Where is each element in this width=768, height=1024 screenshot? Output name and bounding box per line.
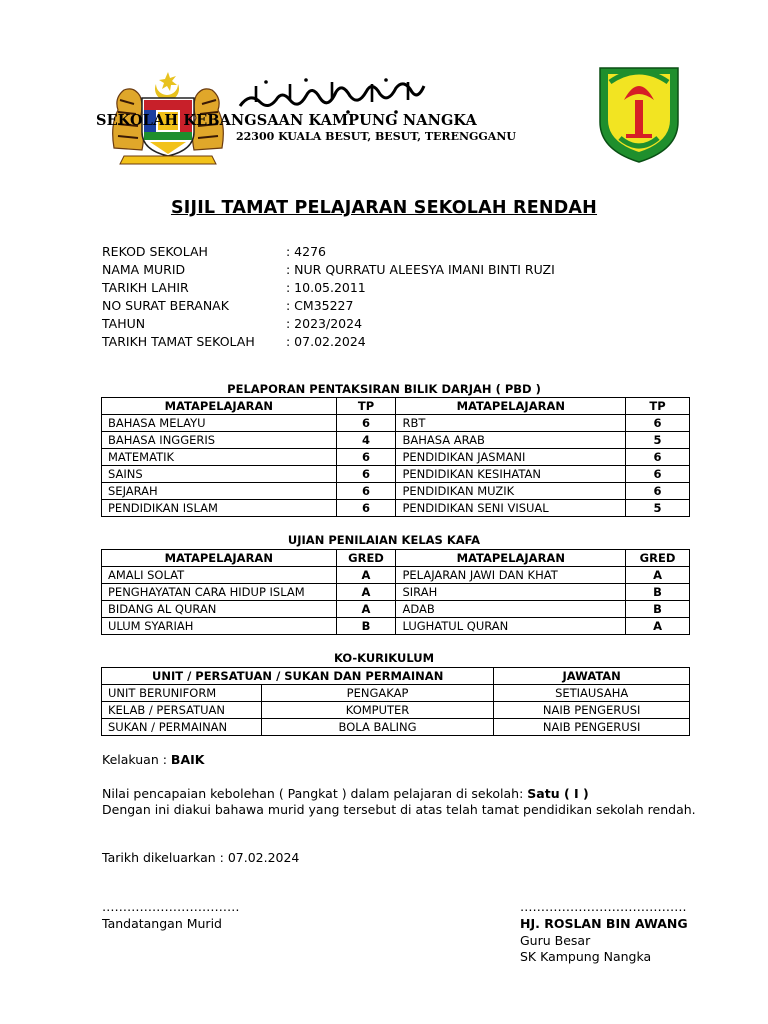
- subject-cell: SIRAH: [396, 584, 626, 601]
- activity-cell: PENGAKAP: [261, 685, 494, 702]
- headmaster-school: SK Kampung Nangka: [520, 949, 652, 964]
- subject-cell: AMALI SOLAT: [102, 567, 337, 584]
- subject-cell: BAHASA ARAB: [396, 432, 626, 449]
- grade-cell: A: [336, 584, 396, 601]
- info-row-tarikh-tamat: [102, 333, 366, 351]
- headmaster-title: Guru Besar: [520, 933, 591, 948]
- table-row: [102, 500, 690, 517]
- column-header: MATAPELAJARAN: [396, 398, 626, 415]
- grade-cell: B: [626, 601, 690, 618]
- kafa-title: UJIAN PENILAIAN KELAS KAFA: [287, 533, 481, 547]
- info-row-rekod: [102, 243, 326, 261]
- grade-cell: A: [336, 601, 396, 618]
- info-label: TAHUN: [102, 316, 146, 331]
- subject-cell: PENDIDIKAN JASMANI: [396, 449, 626, 466]
- table-row: [102, 432, 690, 449]
- position-cell: NAIB PENGERUSI: [494, 702, 690, 719]
- subject-cell: PENDIDIKAN KESIHATAN: [396, 466, 626, 483]
- score-cell: 6: [336, 466, 396, 483]
- column-header: GRED: [626, 550, 690, 567]
- grade-cell: B: [626, 584, 690, 601]
- grade-cell: A: [626, 567, 690, 584]
- activity-cell: BOLA BALING: [261, 719, 494, 736]
- subject-cell: LUGHATUL QURAN: [396, 618, 626, 635]
- score-cell: 6: [336, 449, 396, 466]
- certificate-title: SIJIL TAMAT PELAJARAN SEKOLAH RENDAH: [170, 198, 598, 218]
- conduct-label: Kelakuan :: [102, 752, 171, 767]
- column-header: JAWATAN: [494, 668, 690, 685]
- info-label: NO SURAT BERANAK: [102, 298, 229, 313]
- table-row: [102, 415, 690, 432]
- jawi-school-name-script: [236, 76, 428, 116]
- rank-text: Nilai pencapaian kebolehan ( Pangkat ) dalam pelajaran di sekolah:: [102, 786, 528, 801]
- subject-cell: BAHASA INGGERIS: [102, 432, 337, 449]
- table-row: [102, 483, 690, 500]
- grade-cell: A: [626, 618, 690, 635]
- info-label: REKOD SEKOLAH: [102, 244, 208, 259]
- info-value: : NUR QURRATU ALEESYA IMANI BINTI RUZI: [286, 262, 555, 277]
- rank-value: Satu ( I ): [527, 786, 589, 801]
- pbd-table: [101, 397, 690, 517]
- conduct-line: [102, 752, 204, 767]
- pbd-title: PELAPORAN PENTAKSIRAN BILIK DARJAH ( PBD ): [227, 382, 541, 396]
- category-cell: KELAB / PERSATUAN: [102, 702, 262, 719]
- subject-cell: PENDIDIKAN SENI VISUAL: [396, 500, 626, 517]
- score-cell: 6: [626, 415, 690, 432]
- subject-cell: RBT: [396, 415, 626, 432]
- activity-cell: KOMPUTER: [261, 702, 494, 719]
- position-cell: NAIB PENGERUSI: [494, 719, 690, 736]
- info-value: : CM35227: [286, 298, 354, 313]
- score-cell: 4: [336, 432, 396, 449]
- koko-title: KO-KURIKULUM: [333, 651, 435, 665]
- info-value: : 2023/2024: [286, 316, 363, 331]
- subject-cell: BIDANG AL QURAN: [102, 601, 337, 618]
- info-row-tarikh-lahir: [102, 279, 366, 297]
- subject-cell: SEJARAH: [102, 483, 337, 500]
- subject-cell: PENGHAYATAN CARA HIDUP ISLAM: [102, 584, 337, 601]
- table-header-row: [102, 668, 690, 685]
- info-value: : 07.02.2024: [286, 334, 366, 349]
- table-row: [102, 685, 690, 702]
- score-cell: 5: [626, 500, 690, 517]
- column-header: UNIT / PERSATUAN / SUKAN DAN PERMAINAN: [102, 668, 494, 685]
- issued-date: Tarikh dikeluarkan : 07.02.2024: [102, 850, 300, 865]
- subject-cell: PENDIDIKAN ISLAM: [102, 500, 337, 517]
- column-header: MATAPELAJARAN: [102, 550, 337, 567]
- declaration: Dengan ini diakui bahawa murid yang tersebut di atas telah tamat pendidikan sekolah rendah.: [102, 802, 696, 817]
- subject-cell: PENDIDIKAN MUZIK: [396, 483, 626, 500]
- school-badge-icon: [596, 64, 682, 164]
- info-label: TARIKH TAMAT SEKOLAH: [102, 334, 255, 349]
- score-cell: 6: [336, 500, 396, 517]
- column-header: MATAPELAJARAN: [102, 398, 337, 415]
- table-row: [102, 449, 690, 466]
- subject-cell: MATEMATIK: [102, 449, 337, 466]
- info-value: : 4276: [286, 244, 326, 259]
- table-row: [102, 719, 690, 736]
- info-row-tahun: [102, 315, 362, 333]
- info-value: : 10.05.2011: [286, 280, 366, 295]
- school-name: SEKOLAH KEBANGSAAN KAMPUNG NANGKA: [96, 112, 477, 129]
- table-row: [102, 584, 690, 601]
- grade-cell: B: [336, 618, 396, 635]
- school-address: 22300 KUALA BESUT, BESUT, TERENGGANU: [236, 130, 516, 143]
- score-cell: 6: [626, 449, 690, 466]
- info-row-nama: [102, 261, 555, 279]
- column-header: TP: [626, 398, 690, 415]
- kafa-table: [101, 549, 690, 635]
- conduct-value: BAIK: [170, 752, 205, 767]
- table-header-row: [102, 398, 690, 415]
- column-header: MATAPELAJARAN: [396, 550, 626, 567]
- subject-cell: PELAJARAN JAWI DAN KHAT: [396, 567, 626, 584]
- headmaster-name: HJ. ROSLAN BIN AWANG: [520, 916, 688, 931]
- category-cell: SUKAN / PERMAINAN: [102, 719, 262, 736]
- info-label: NAMA MURID: [102, 262, 186, 277]
- score-cell: 6: [336, 415, 396, 432]
- koko-table: [101, 667, 690, 736]
- table-row: [102, 618, 690, 635]
- column-header: GRED: [336, 550, 396, 567]
- table-row: [102, 567, 690, 584]
- column-header: TP: [336, 398, 396, 415]
- student-signature-label: Tandatangan Murid: [102, 916, 222, 931]
- position-cell: SETIAUSAHA: [494, 685, 690, 702]
- rank-line: [102, 786, 589, 801]
- subject-cell: SAINS: [102, 466, 337, 483]
- info-row-surat-beranak: [102, 297, 353, 315]
- table-row: [102, 702, 690, 719]
- table-row: [102, 601, 690, 618]
- category-cell: UNIT BERUNIFORM: [102, 685, 262, 702]
- score-cell: 6: [336, 483, 396, 500]
- subject-cell: ADAB: [396, 601, 626, 618]
- head-signature-line: ………………………………….: [520, 899, 687, 914]
- subject-cell: ULUM SYARIAH: [102, 618, 337, 635]
- table-header-row: [102, 550, 690, 567]
- student-signature-line: ……………………………: [102, 899, 240, 914]
- table-row: [102, 466, 690, 483]
- score-cell: 6: [626, 483, 690, 500]
- grade-cell: A: [336, 567, 396, 584]
- score-cell: 5: [626, 432, 690, 449]
- score-cell: 6: [626, 466, 690, 483]
- subject-cell: BAHASA MELAYU: [102, 415, 337, 432]
- info-label: TARIKH LAHIR: [102, 280, 189, 295]
